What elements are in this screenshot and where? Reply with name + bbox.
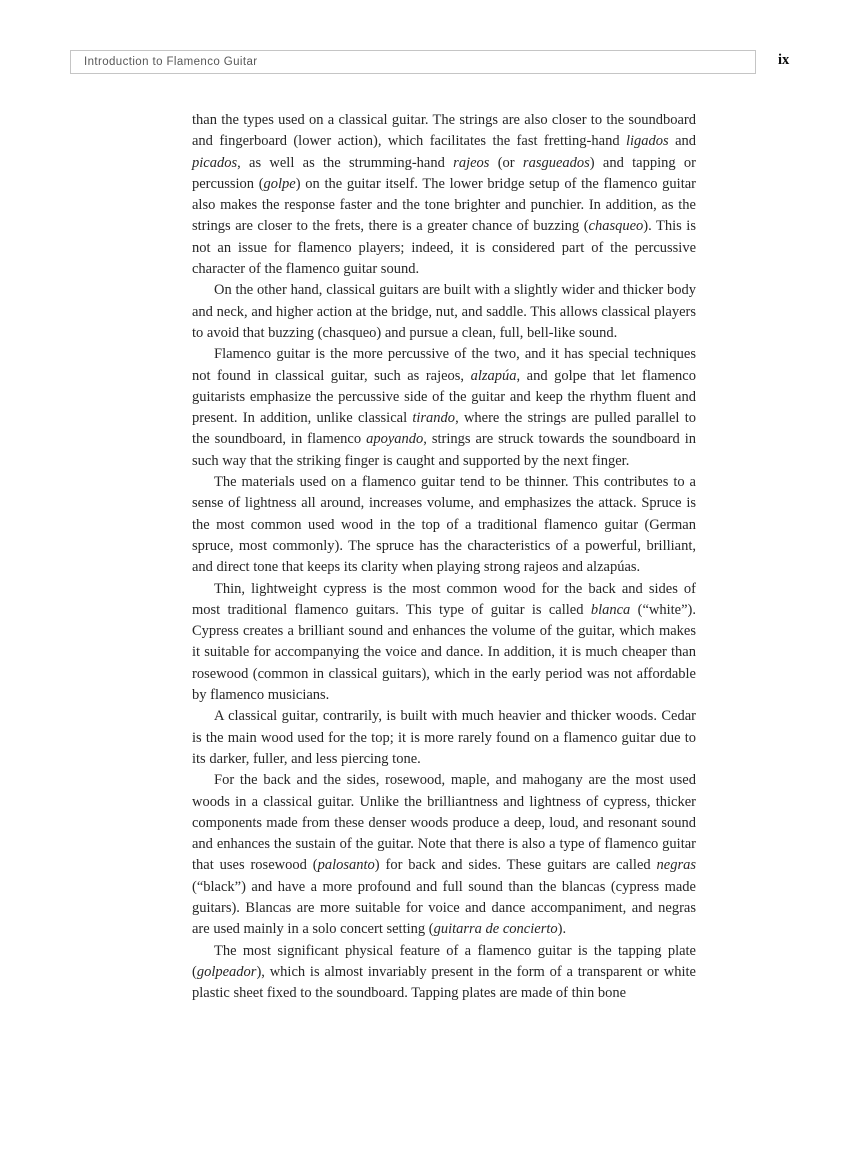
text-run: On the other hand, classical guitars are built with a slightly wider and thicker body and neck, and higher action at the bridge, nut, and saddle. This allows classical players to avoid that buzzing (chasqueo) and pursue a clean, full, bell-like sound. xyxy=(192,282,696,341)
italic-term: rasgueados xyxy=(522,154,590,171)
paragraph xyxy=(192,706,696,770)
text-run: ), which is almost invariably present in the form of a transparent or white plastic sheet fixed to the soundboard. Tapping plates are made of thin bone xyxy=(192,963,696,1002)
text-run: ). xyxy=(557,921,567,938)
text-run: , strings are struck towards the soundboard in such way that the striking finger is caught and supported by the next finger. xyxy=(192,431,696,469)
text-run: ) for back and sides. These guitars are called xyxy=(374,857,657,874)
text-run: The most significant physical feature of a flamenco guitar is the tapping plate ( xyxy=(192,942,696,980)
text-run: , where the strings are pulled parallel to the soundboard, in flamenco xyxy=(192,410,696,448)
paragraph xyxy=(192,344,696,472)
italic-term: golpe xyxy=(263,175,296,192)
italic-term: apoyando xyxy=(366,431,424,448)
text-run: (“black”) and have a more profound and full sound than the blancas (cypress made guitars). Blancas are more suitable for voice and dance accompaniment, and negras are used mainly in a solo concert setting ( xyxy=(192,878,696,938)
paragraph xyxy=(192,941,696,1005)
text-run: The materials used on a flamenco guitar tend to be thinner. This contributes to a sense of lightness all around, increases volume, and emphasizes the attack. Spruce is the most common used wood in the top of a traditional flamenco guitar (German spruce, most commonly). The spruce has the characteristics of a powerful, brilliant, and direct tone that keeps its clarity when playing strong rajeos and alzapúas. xyxy=(192,474,696,576)
paragraph xyxy=(192,280,696,344)
italic-term: picados xyxy=(192,154,238,171)
text-run: Flamenco guitar is the more percussive of the two, and it has special techniques not found in classical guitar, such as rajeos, xyxy=(192,346,696,384)
paragraph xyxy=(192,472,696,578)
text-run: than the types used on a classical guitar. The strings are also closer to the soundboard and fingerboard (lower action), which facilitates the fast fretting-hand xyxy=(192,112,696,150)
italic-term: rajeos xyxy=(453,154,490,171)
italic-term: alzapúa xyxy=(470,367,517,384)
text-run: ) and tapping or percussion ( xyxy=(192,154,697,192)
text-run: A classical guitar, contrarily, is built with much heavier and thicker woods. Cedar is the main wood used for the top; it is more rarely found on a flamenco guitar due to its darker, fuller, and less piercing tone. xyxy=(192,708,696,767)
italic-term: blanca xyxy=(590,601,631,618)
paragraph xyxy=(192,110,696,280)
paragraph xyxy=(192,770,696,940)
text-run: (“white”). Cypress creates a brilliant sound and enhances the volume of the guitar, which makes it suitable for accompanying the voice and dance. In addition, it is much cheaper than rosewood (common in classical guitars), which in the early period was not affordable by flamenco musicians. xyxy=(192,601,696,704)
text-run: , and golpe that let flamenco guitarists emphasize the percussive side of the guitar and keep the rhythm fluent and present. In addition, unlike classical xyxy=(192,367,696,427)
italic-term: ligados xyxy=(625,133,669,150)
running-header-box xyxy=(70,50,756,74)
text-run: , as well as the strumming-hand xyxy=(237,154,454,171)
paragraph xyxy=(192,579,696,707)
italic-term: guitarra de concierto xyxy=(433,921,558,938)
italic-term: chasqueo xyxy=(588,218,644,235)
text-run: and xyxy=(668,133,696,150)
text-run: (or xyxy=(489,154,523,171)
italic-term: palosanto xyxy=(317,857,375,874)
text-run: Thin, lightweight cypress is the most common wood for the back and sides of most traditional flamenco guitars. This type of guitar is called xyxy=(192,580,696,618)
text-run: ). This is not an issue for flamenco players; indeed, it is considered part of the percussive character of the flamenco guitar sound. xyxy=(192,218,696,278)
italic-term: golpeador xyxy=(196,963,257,980)
text-run: ) on the guitar itself. The lower bridge setup of the flamenco guitar also makes the response faster and the tone brighter and punchier. In addition, as the strings are closer to the frets, there is a greater chance of buzzing ( xyxy=(192,175,696,235)
italic-term: negras xyxy=(656,857,697,874)
page-number: ix xyxy=(778,52,790,68)
running-header-title: Introduction to Flamenco Guitar xyxy=(84,56,258,68)
text-run: For the back and the sides, rosewood, maple, and mahogany are the most used woods in a classical guitar. Unlike the brilliantness and lightness of cypress, thicker components made from these denser woods produce a deep, loud, and resonant sound and enhances the sustain of the guitar. Note that there is also a type of flamenco guitar that uses rosewood ( xyxy=(192,772,696,874)
italic-term: tirando xyxy=(412,410,456,427)
text-column xyxy=(192,110,696,1004)
